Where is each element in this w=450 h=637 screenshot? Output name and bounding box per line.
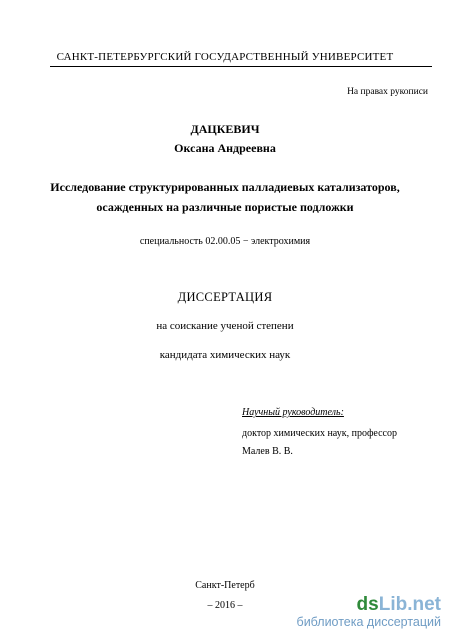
author-name: Оксана Андреевна	[174, 141, 276, 155]
thesis-title-line-2: осажденных на различные пористые подложки	[96, 200, 354, 214]
supervisor-label: Научный руководитель:	[242, 407, 344, 418]
logo-part-ds: ds	[356, 594, 379, 615]
year: – 2016 –	[207, 600, 243, 611]
supervisor-title: доктор химических наук, профессор	[242, 428, 397, 439]
dslib-watermark[interactable]	[297, 595, 441, 629]
specialty-code: специальность 02.00.05 − электрохимия	[139, 236, 311, 247]
document-type: ДИССЕРТАЦИЯ	[177, 290, 273, 304]
city: Санкт-Петерб	[195, 580, 255, 591]
degree-line-1: на соискание ученой степени	[156, 320, 294, 332]
degree-line-2: кандидата химических наук	[159, 349, 291, 361]
thesis-title-line-1: Исследование структурированных палладиевых катализаторов,	[50, 180, 400, 194]
header-divider	[50, 66, 432, 67]
supervisor-name: Малев В. В.	[242, 446, 293, 457]
university-name: САНКТ-ПЕТЕРБУРГСКИЙ ГОСУДАРСТВЕННЫЙ УНИВЕРСИТЕТ	[56, 51, 394, 63]
author-surname: ДАЦКЕВИЧ	[190, 122, 260, 136]
watermark-tagline: библиотека диссертаций	[296, 615, 441, 629]
rights-note: На правах рукописи	[347, 87, 428, 97]
logo-part-lib: Lib.net	[378, 594, 441, 615]
dslib-logo	[297, 595, 441, 615]
